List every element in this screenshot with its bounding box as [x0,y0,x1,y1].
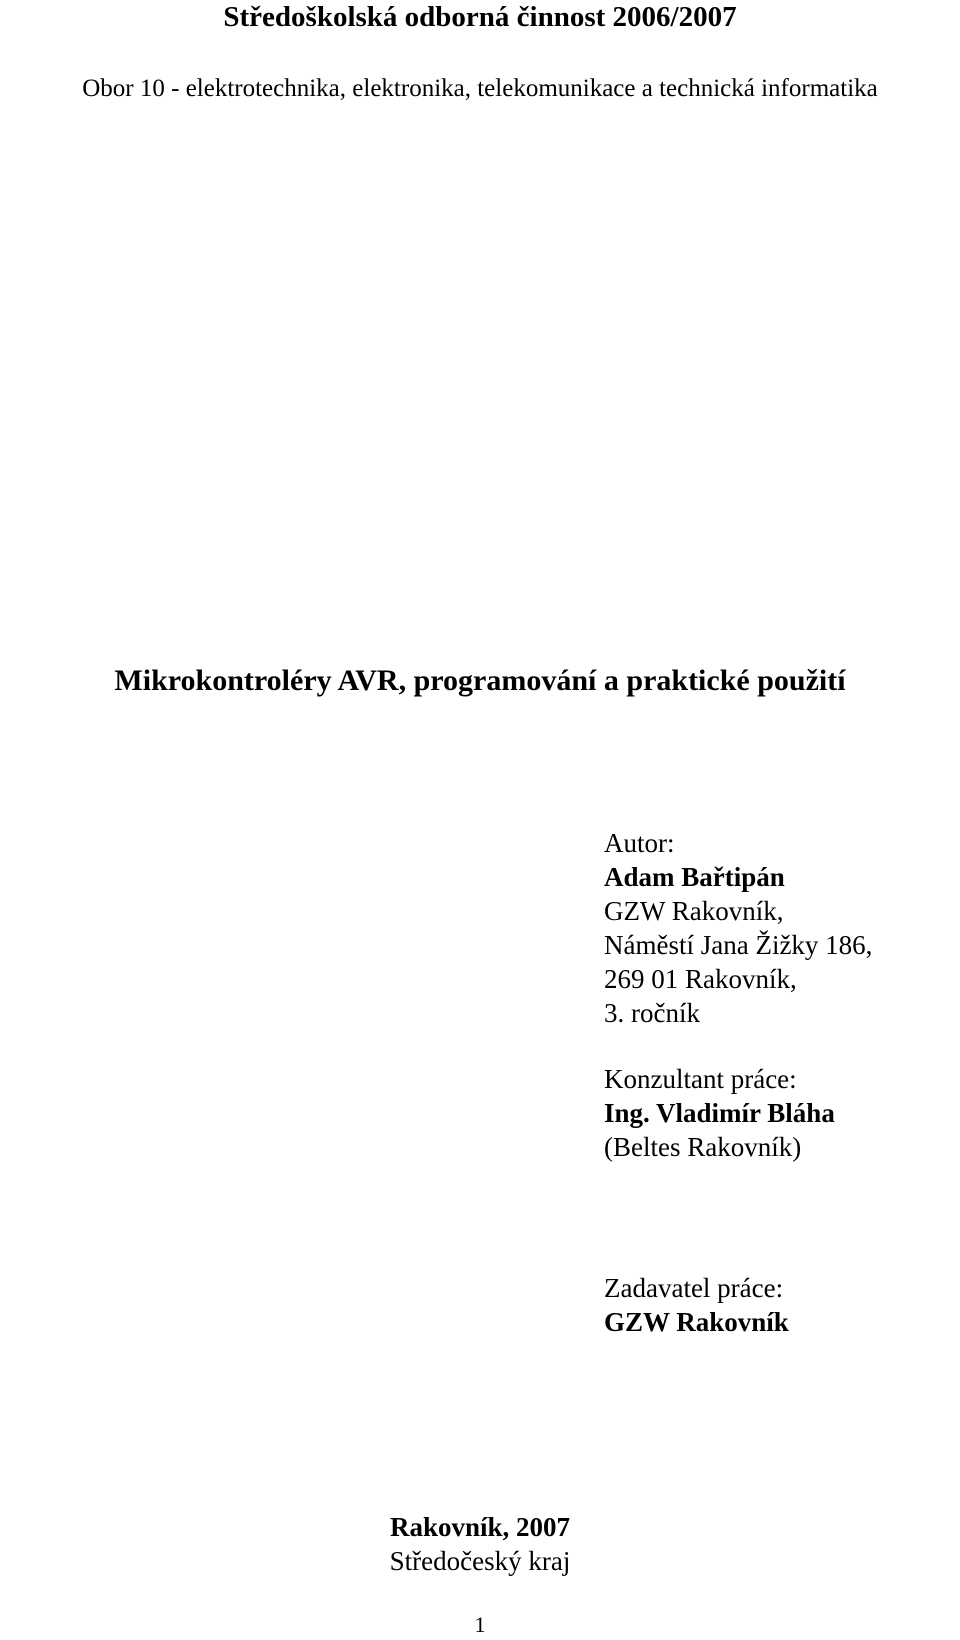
author-name: Adam Bařtipán [604,862,785,892]
field-of-study: Obor 10 - elektrotechnika, elektronika, telekomunikace a technická informatika [82,75,878,102]
place-and-year: Rakovník, 2007 [389,1512,571,1542]
author-school: GZW Rakovník, [604,896,784,926]
consultant-affiliation: (Beltes Rakovník) [604,1132,802,1162]
author-street: Náměstí Jana Žižky 186, [604,930,873,960]
assignee-label: Zadavatel práce: [604,1273,784,1303]
author-block [604,826,872,1164]
region: Středočeský kraj [389,1546,571,1576]
author-year: 3. ročník [604,998,700,1028]
page-number: 1 [474,1612,486,1637]
consultant-name: Ing. Vladimír Bláha [604,1098,835,1128]
author-label: Autor: [604,828,675,858]
author-city: 269 01 Rakovník, [604,964,797,994]
assignee-block [604,1271,789,1339]
spacer [604,1030,872,1062]
consultant-label: Konzultant práce: [604,1064,797,1094]
competition-title: Středoškolská odborná činnost 2006/2007 [223,1,737,33]
assignee-name: GZW Rakovník [604,1307,789,1337]
work-title: Mikrokontroléry AVR, programování a praktické použití [114,664,846,697]
footer-block [0,1510,960,1578]
